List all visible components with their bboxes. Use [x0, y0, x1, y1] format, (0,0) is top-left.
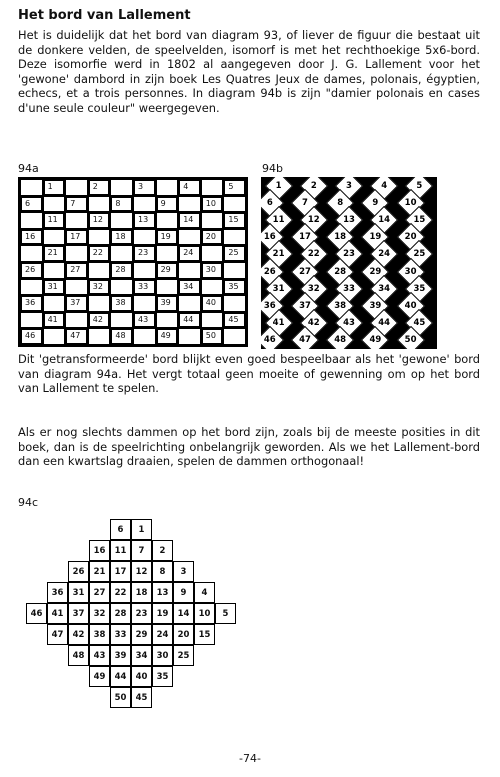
- square-number: 2: [92, 182, 98, 191]
- board-94a-square: [156, 295, 179, 312]
- square-number: 18: [115, 231, 126, 241]
- board-94a-square: [156, 196, 179, 213]
- square-number: 24: [183, 248, 194, 258]
- square-number: 13: [138, 215, 149, 225]
- board-94c-square: 2: [152, 540, 173, 561]
- square-number: 31: [47, 281, 58, 291]
- board-94a-square: [88, 245, 111, 262]
- board-94c-square: 3: [173, 561, 194, 582]
- board-94a-square: [110, 196, 133, 213]
- square-number: 36: [263, 301, 276, 311]
- square-number: 8: [115, 198, 121, 208]
- board-94a-square: [201, 229, 224, 246]
- board-94a-square: [43, 179, 66, 196]
- board-94c-square: 28: [110, 603, 131, 624]
- board-94a-square: [223, 212, 246, 229]
- board-94a-square: [133, 229, 156, 246]
- board-94c-square: 12: [131, 561, 152, 582]
- board-94a-square: [178, 179, 201, 196]
- board-94a-square: [156, 262, 179, 279]
- board-94a-square: [201, 328, 224, 345]
- square-number: 19: [369, 232, 382, 243]
- square-number: 48: [334, 335, 347, 346]
- square-number: 24: [378, 249, 391, 260]
- paragraph-rotation: Als er nog slechts dammen op het bord zijn, zoals bij de meeste posities in dit boek, dan is de speelrichting onbelangrijk geworden. Als we het Lallement-bord dan een kwartslag draaien, spelen de dammen orthogonaal!: [18, 425, 480, 469]
- board-94a-square: [20, 279, 43, 296]
- board-94c-square: 4: [194, 582, 215, 603]
- board-94a-square: [65, 212, 88, 229]
- square-number: 14: [378, 215, 391, 225]
- square-number: 34: [378, 283, 391, 294]
- board-94a-square: [88, 312, 111, 329]
- board-94a-square: [201, 179, 224, 196]
- board-94a-square: [201, 312, 224, 329]
- board-94a-square: [43, 212, 66, 229]
- square-number: 15: [228, 215, 239, 225]
- board-94c-square: 15: [194, 624, 215, 645]
- square-number: 22: [307, 249, 320, 260]
- board-94c-square: 17: [110, 561, 131, 582]
- board-94c-square: 26: [68, 561, 89, 582]
- board-94c-square: 10: [194, 603, 215, 624]
- square-number: 36: [25, 298, 36, 308]
- square-number: 7: [302, 197, 308, 208]
- board-94a-square: [178, 295, 201, 312]
- board-94c-square: 36: [47, 582, 68, 603]
- square-number: 14: [183, 215, 194, 225]
- board-94c-square: 9: [173, 582, 194, 603]
- board-94a-square: [133, 295, 156, 312]
- board-94c-square: 19: [152, 603, 173, 624]
- board-94c-square: 29: [131, 624, 152, 645]
- board-94c-square: 18: [131, 582, 152, 603]
- square-number: 49: [369, 335, 382, 346]
- square-number: 23: [138, 248, 149, 258]
- square-number: 30: [205, 265, 216, 274]
- board-94a-square: [178, 328, 201, 345]
- square-number: 20: [404, 232, 417, 243]
- board-94a-square: [65, 295, 88, 312]
- square-number: 40: [205, 298, 216, 308]
- square-number: 40: [404, 301, 417, 311]
- board-94c-square: 48: [68, 645, 89, 666]
- square-number: 15: [413, 215, 426, 225]
- board-94a-square: [20, 245, 43, 262]
- square-number: 39: [369, 301, 382, 311]
- board-94a-square: [110, 262, 133, 279]
- board-94a-square: [88, 328, 111, 345]
- square-number: 25: [228, 248, 239, 258]
- square-number: 50: [404, 335, 417, 346]
- board-94c-square: 41: [47, 603, 68, 624]
- square-number: 47: [299, 335, 311, 346]
- square-number: 47: [70, 331, 81, 341]
- square-number: 2: [310, 180, 317, 191]
- paragraph-intro: Het is duidelijk dat het bord van diagram 93, of liever de figuur die bestaat uit de donkere velden, de speelvelden, isomorf is met het rechthoekige 5x6-bord. Deze isomorfie werd in 1802 al aangegeven door J. G. Lallement voor het 'gewone' dambord in zijn boek Les Quatres Jeux de dames, polonais, égyptien, echecs, et a trois personnes. In diagram 94b is zijn "damier polonais en cases d'une seule couleur" weergegeven.: [18, 28, 480, 115]
- square-number: 44: [378, 318, 391, 329]
- board-94a-square: [65, 179, 88, 196]
- square-number: 4: [381, 180, 388, 191]
- square-number: 26: [25, 265, 36, 274]
- board-94a-square: [20, 179, 43, 196]
- board-94c-square: 6: [110, 519, 131, 540]
- square-number: 6: [25, 198, 31, 208]
- board-94a-square: [43, 245, 66, 262]
- square-number: 34: [183, 281, 194, 291]
- board-94c-square: 38: [89, 624, 110, 645]
- board-94a-square: [65, 245, 88, 262]
- square-number: 49: [160, 331, 171, 341]
- board-94a-square: [133, 328, 156, 345]
- square-number: 17: [299, 232, 311, 243]
- square-number: 43: [343, 318, 355, 329]
- board-94a-square: [201, 279, 224, 296]
- square-number: 12: [92, 215, 103, 225]
- board-94a-square: [156, 179, 179, 196]
- board-94c-square: 11: [110, 540, 131, 561]
- square-number: 26: [263, 266, 276, 277]
- board-94c-square: 45: [131, 687, 152, 708]
- section-title: Het bord van Lallement: [18, 8, 191, 23]
- square-number: 44: [183, 314, 194, 324]
- board-94a-square: [20, 312, 43, 329]
- board-94a-square: [223, 262, 246, 279]
- board-94c-square: 20: [173, 624, 194, 645]
- board-94c-square: 22: [110, 582, 131, 603]
- board-94c-square: 40: [131, 666, 152, 687]
- board-94a-square: [20, 328, 43, 345]
- board-94c-square: 21: [89, 561, 110, 582]
- board-94a-square: [65, 196, 88, 213]
- square-number: 38: [115, 298, 126, 308]
- board-94a-square: [223, 312, 246, 329]
- board-94a-square: [201, 295, 224, 312]
- square-number: 19: [160, 231, 171, 241]
- square-number: 12: [307, 215, 320, 225]
- square-number: 18: [334, 232, 347, 243]
- square-number: 28: [334, 266, 347, 277]
- board-94a-square: [223, 196, 246, 213]
- square-number: 1: [275, 180, 282, 191]
- square-number: 9: [160, 198, 166, 208]
- square-number: 29: [369, 266, 382, 277]
- square-number: 11: [272, 215, 285, 225]
- board-94a-square: [88, 212, 111, 229]
- square-number: 48: [115, 331, 126, 341]
- board-94c-square: 49: [89, 666, 110, 687]
- square-number: 33: [343, 283, 355, 294]
- board-94a-square: [133, 212, 156, 229]
- board-94a-square: [156, 312, 179, 329]
- board-94a-square: [156, 245, 179, 262]
- square-number: 21: [47, 248, 58, 258]
- board-94a-square: [223, 179, 246, 196]
- board-94a-square: [88, 295, 111, 312]
- board-94a-square: [133, 245, 156, 262]
- board-94a-square: [223, 245, 246, 262]
- square-number: 42: [92, 314, 103, 324]
- square-number: 50: [205, 331, 216, 341]
- square-number: 11: [47, 215, 58, 225]
- board-94a-square: [88, 229, 111, 246]
- square-number: 13: [343, 215, 355, 225]
- square-number: 32: [307, 283, 320, 294]
- board-94a-square: [20, 196, 43, 213]
- board-94a-square: [178, 279, 201, 296]
- board-94a-square: [20, 229, 43, 246]
- square-number: 4: [183, 182, 189, 191]
- square-number: 27: [70, 265, 81, 274]
- square-number: 10: [205, 198, 216, 208]
- square-number: 9: [372, 197, 379, 208]
- board-94c-square: 24: [152, 624, 173, 645]
- board-94a-square: [178, 196, 201, 213]
- paragraph-transformed: Dit 'getransformeerde' bord blijkt even goed bespeelbaar als het 'gewone' bord van diagram 94a. Het vergt totaal geen moeite of gewenning om op het bord van Lallement te spelen.: [18, 352, 480, 396]
- square-number: 8: [337, 197, 344, 208]
- board-94a-square: [178, 262, 201, 279]
- square-number: 23: [343, 249, 355, 260]
- board-94a-square: [223, 328, 246, 345]
- square-number: 38: [334, 301, 347, 311]
- square-number: 29: [160, 265, 171, 274]
- board-94a-square: [65, 279, 88, 296]
- board-94a-square: [201, 245, 224, 262]
- square-number: 41: [272, 318, 285, 329]
- board-94a-square: [65, 262, 88, 279]
- board-94a-square: [223, 295, 246, 312]
- board-94c-square: 1: [131, 519, 152, 540]
- square-number: 37: [299, 301, 311, 311]
- square-number: 22: [92, 248, 103, 258]
- board-94a-square: [65, 312, 88, 329]
- square-number: 45: [413, 318, 426, 329]
- board-94a-square: [110, 179, 133, 196]
- square-number: 46: [25, 331, 36, 341]
- board-94a-square: [201, 212, 224, 229]
- board-94a-square: [178, 245, 201, 262]
- square-number: 5: [228, 182, 234, 191]
- diagram-94a-label: 94a: [18, 162, 39, 175]
- board-94a-square: [133, 179, 156, 196]
- board-94a-square: [110, 279, 133, 296]
- square-number: 39: [160, 298, 171, 308]
- square-number: 37: [70, 298, 81, 308]
- board-94a-square: [88, 196, 111, 213]
- board-94c-square: 16: [89, 540, 110, 561]
- board-94c-square: 50: [110, 687, 131, 708]
- square-number: 25: [413, 249, 426, 260]
- board-94c-square: 23: [131, 603, 152, 624]
- square-number: 31: [272, 283, 285, 294]
- board-94c-square: 25: [173, 645, 194, 666]
- board-94a-square: [110, 229, 133, 246]
- page-number: -74-: [239, 752, 261, 765]
- diagram-94b-label: 94b: [262, 162, 283, 175]
- square-number: 33: [138, 281, 149, 291]
- board-94a-square: [20, 295, 43, 312]
- square-number: 7: [70, 198, 76, 208]
- board-94c-square: 34: [131, 645, 152, 666]
- square-number: 43: [138, 314, 149, 324]
- diagram-94a-board: [18, 177, 248, 347]
- square-number: 46: [263, 335, 276, 346]
- board-94c-square: 30: [152, 645, 173, 666]
- board-94a-square: [178, 229, 201, 246]
- square-number: 21: [272, 249, 285, 260]
- square-number: 5: [416, 180, 423, 191]
- board-94c-square: 31: [68, 582, 89, 603]
- board-94c-square: 39: [110, 645, 131, 666]
- board-94a-square: [43, 196, 66, 213]
- board-94c-square: 35: [152, 666, 173, 687]
- board-94a-square: [110, 212, 133, 229]
- board-94a-square: [201, 262, 224, 279]
- square-number: 1: [47, 182, 53, 191]
- board-94a-square: [133, 262, 156, 279]
- board-94a-square: [133, 279, 156, 296]
- board-94a-square: [156, 212, 179, 229]
- square-number: 41: [47, 314, 58, 324]
- board-94a-square: [156, 229, 179, 246]
- board-94a-square: [20, 262, 43, 279]
- square-number: 35: [228, 281, 239, 291]
- board-94c-square: 27: [89, 582, 110, 603]
- square-number: 17: [70, 231, 81, 241]
- board-94a-square: [133, 196, 156, 213]
- board-94a-square: [156, 328, 179, 345]
- board-94c-square: 8: [152, 561, 173, 582]
- square-number: 16: [263, 232, 276, 243]
- square-number: 45: [228, 314, 239, 324]
- board-94a-square: [43, 295, 66, 312]
- board-94a-square: [110, 312, 133, 329]
- square-number: 3: [346, 180, 352, 191]
- board-94c-square: 32: [89, 603, 110, 624]
- board-94a-square: [133, 312, 156, 329]
- board-94a-square: [178, 312, 201, 329]
- board-94c-square: 33: [110, 624, 131, 645]
- board-94c-square: 14: [173, 603, 194, 624]
- board-94c-square: 37: [68, 603, 89, 624]
- board-94a-square: [20, 212, 43, 229]
- square-number: 28: [115, 265, 126, 274]
- board-94a-square: [156, 279, 179, 296]
- board-94c-square: 7: [131, 540, 152, 561]
- board-94a-square: [43, 312, 66, 329]
- square-number: 27: [299, 266, 311, 277]
- square-number: 30: [404, 266, 417, 277]
- square-number: 10: [404, 197, 417, 208]
- diagram-94b-board: [261, 177, 437, 349]
- board-94a-square: [110, 295, 133, 312]
- board-94c-square: 44: [110, 666, 131, 687]
- board-94a-square: [43, 328, 66, 345]
- board-94a-square: [223, 279, 246, 296]
- board-94c-square: 42: [68, 624, 89, 645]
- board-94a-square: [223, 229, 246, 246]
- board-94a-square: [65, 328, 88, 345]
- square-number: 16: [25, 231, 36, 241]
- square-number: 20: [205, 231, 216, 241]
- diagram-94c-label: 94c: [18, 496, 39, 509]
- board-94a-square: [88, 179, 111, 196]
- board-94a-square: [110, 245, 133, 262]
- board-94a-square: [43, 279, 66, 296]
- board-94a-square: [88, 279, 111, 296]
- board-94c-square: 5: [215, 603, 236, 624]
- board-94a-square: [65, 229, 88, 246]
- board-94a-square: [43, 262, 66, 279]
- square-number: 3: [138, 182, 144, 191]
- board-94a-square: [43, 229, 66, 246]
- square-number: 32: [92, 281, 103, 291]
- board-94c-square: 47: [47, 624, 68, 645]
- board-94c-square: 13: [152, 582, 173, 603]
- square-number: 35: [413, 283, 426, 294]
- board-94a-square: [178, 212, 201, 229]
- board-94c-square: 46: [26, 603, 47, 624]
- board-94a-square: [201, 196, 224, 213]
- board-94a-square: [88, 262, 111, 279]
- board-94c-square: 43: [89, 645, 110, 666]
- square-number: 6: [266, 197, 273, 208]
- board-94a-square: [110, 328, 133, 345]
- square-number: 42: [307, 318, 320, 329]
